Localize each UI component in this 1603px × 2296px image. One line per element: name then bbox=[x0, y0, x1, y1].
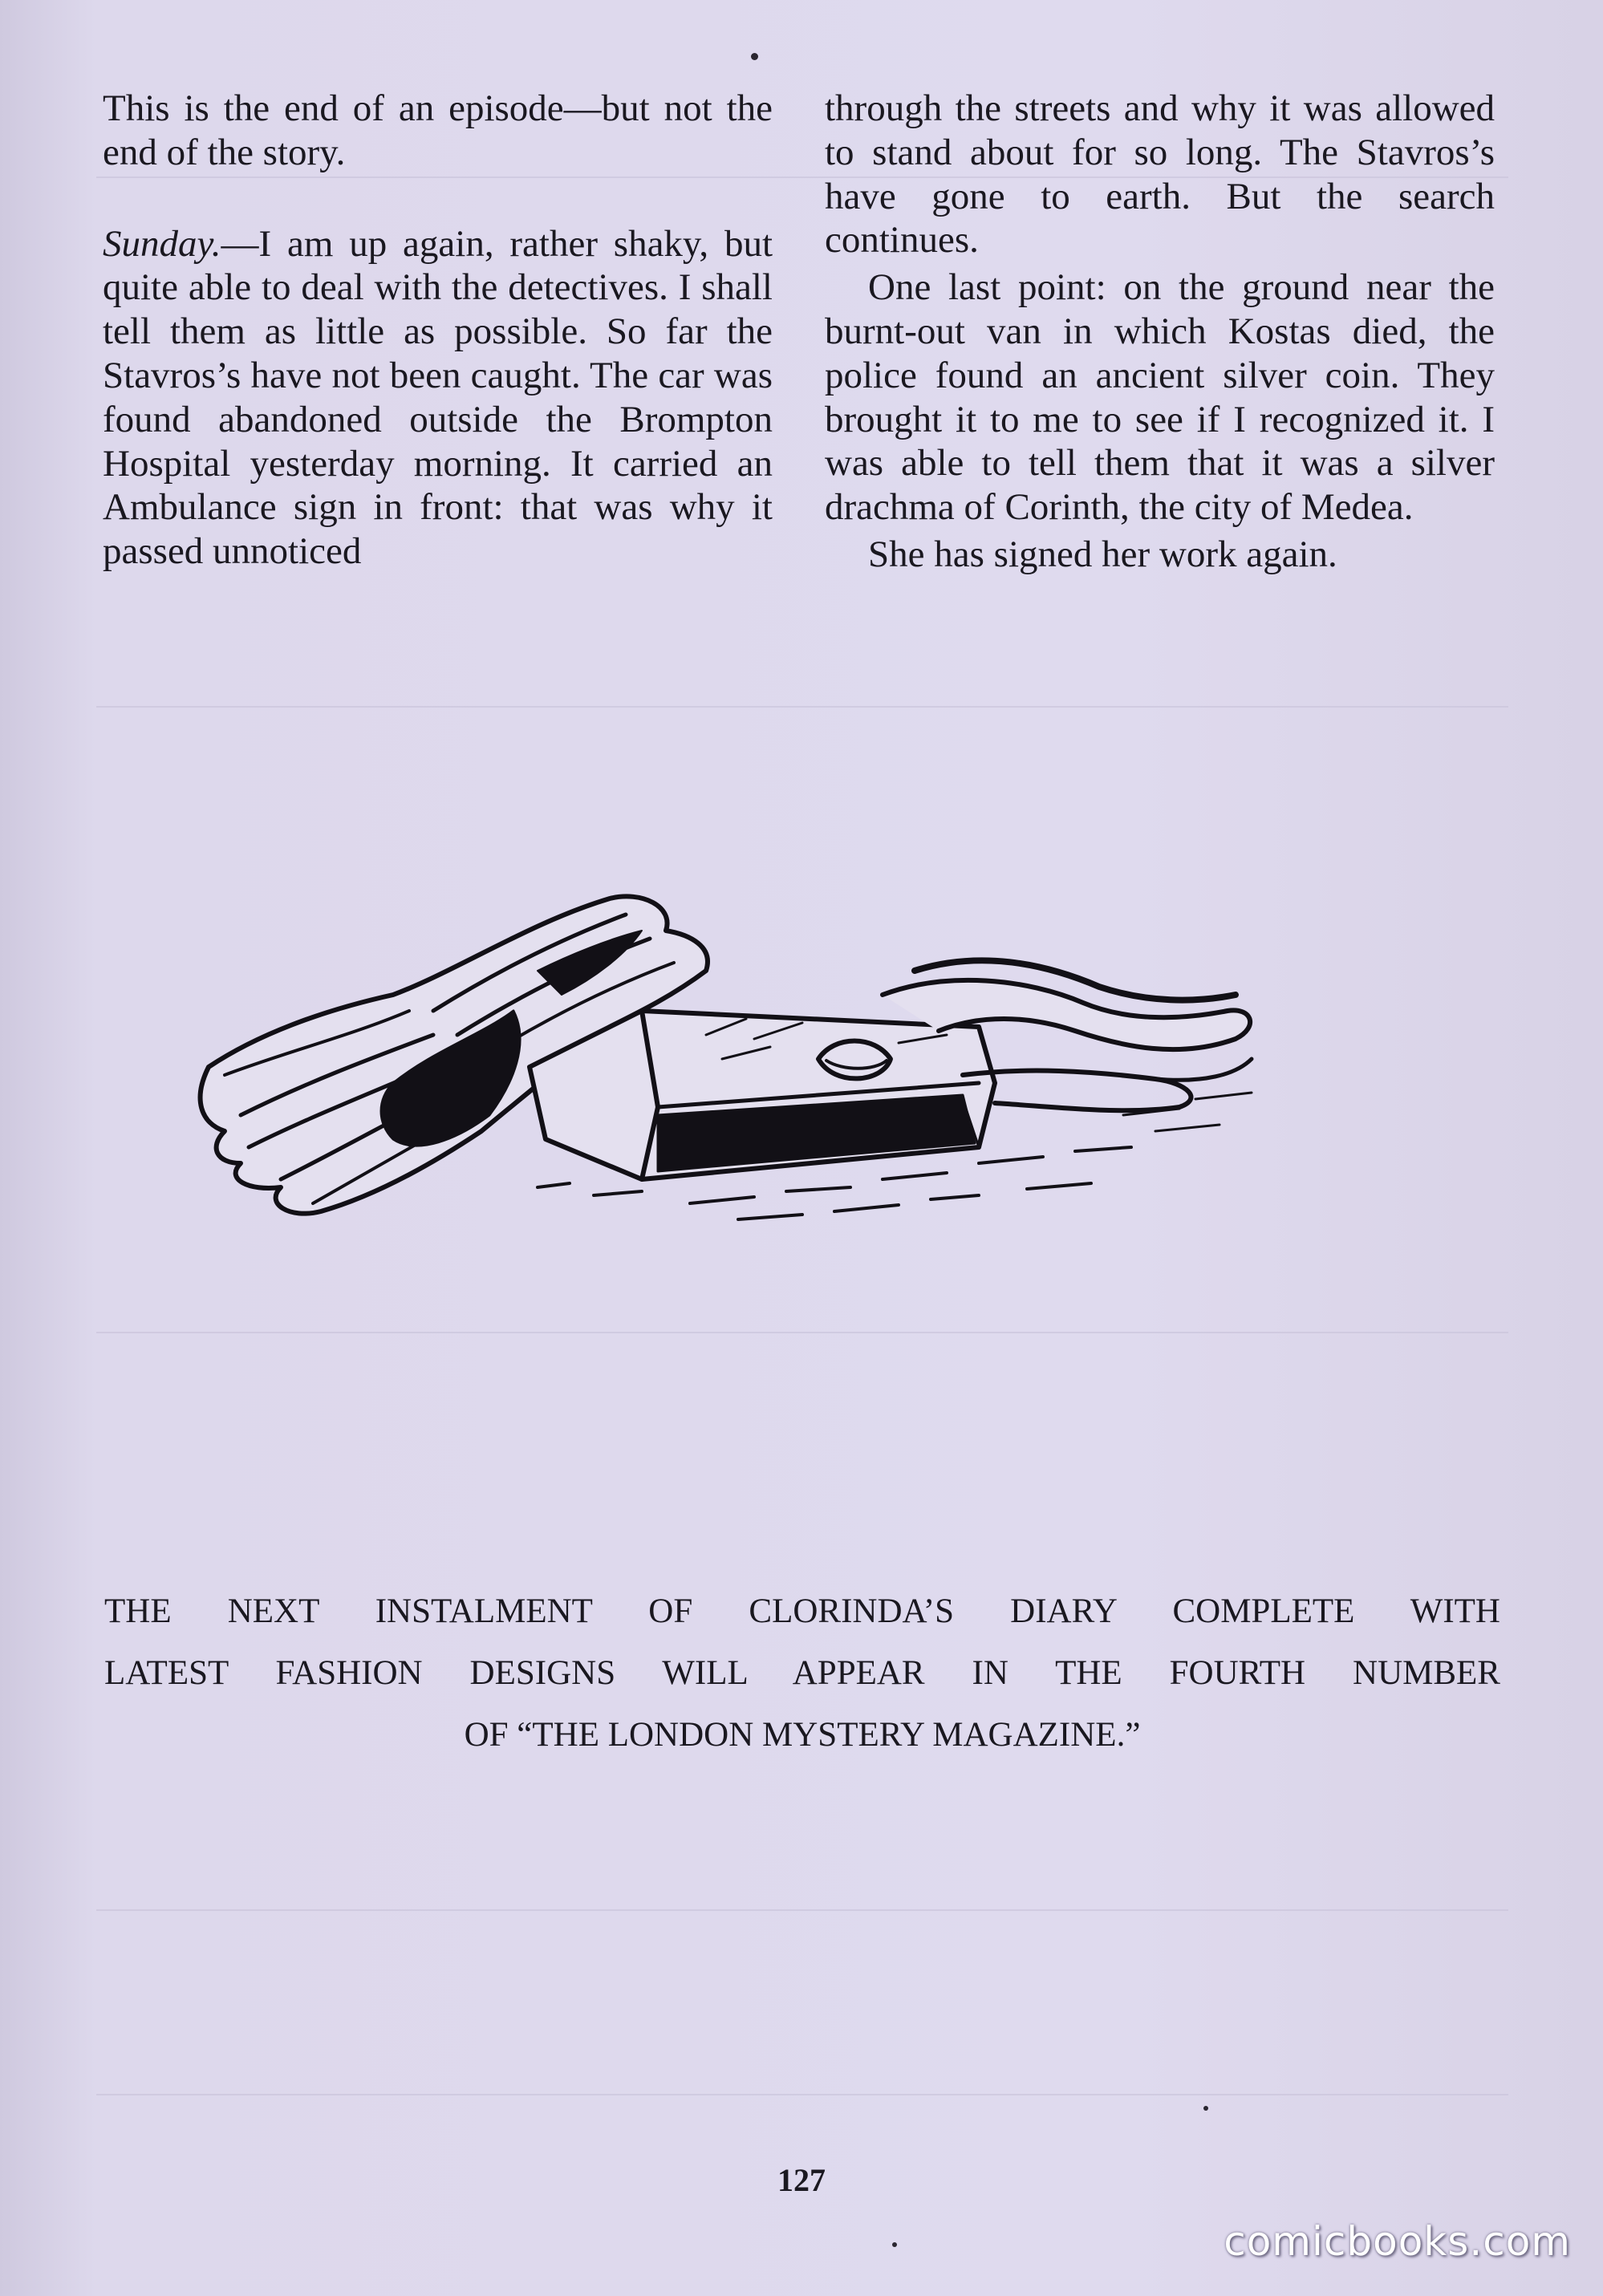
show-through-line bbox=[96, 706, 1508, 708]
notice-line: THE NEXT INSTALMENT OF CLORINDA’S DIARY COMPLETE WITH bbox=[104, 1592, 1500, 1630]
ink-speck bbox=[892, 2242, 897, 2247]
gloves-and-handbag-illustration bbox=[193, 874, 1380, 1251]
episode-paragraph: This is the end of an episode—but not the end of the story. bbox=[103, 87, 773, 173]
last-point-paragraph: One last point: on the ground near the burnt-out van in which Kostas died, the police found an ancient silver coin. They brought it to me to see if I recognized it. I was able to tell them that it was a silver drachma of Corinth, the city of Medea. bbox=[825, 266, 1495, 529]
show-through-line bbox=[96, 1909, 1508, 1911]
show-through-line bbox=[96, 1332, 1508, 1333]
sunday-label: Sunday. bbox=[103, 222, 221, 265]
ink-speck bbox=[751, 53, 758, 60]
watermark: comicbooks.com bbox=[1224, 2218, 1571, 2265]
right-column bbox=[825, 87, 1495, 577]
next-instalment-notice bbox=[104, 1580, 1500, 1766]
ink-speck bbox=[1203, 2106, 1208, 2111]
sunday-text: —I am up again, rather shaky, but quite able to deal with the detectives. I shall tell them as little as possible. So far the Stavros’s have not been caught. The car was found abandoned outside the Brompton Hospital yesterday morning. It carried an Ambulance sign in front: that was why it passed unnoticed bbox=[103, 222, 773, 573]
sunday-paragraph bbox=[103, 222, 773, 574]
show-through-line bbox=[96, 2094, 1508, 2095]
notice-line: LATEST FASHION DESIGNS WILL APPEAR IN THE FOURTH NUMBER bbox=[104, 1654, 1500, 1692]
signed-work-paragraph: She has signed her work again. bbox=[868, 533, 1337, 575]
left-column bbox=[103, 87, 773, 574]
notice-line: OF “THE LONDON MYSTERY MAGAZINE.” bbox=[464, 1716, 1141, 1754]
page-number: 127 bbox=[777, 2162, 826, 2198]
streets-paragraph: through the streets and why it was allowed to stand about for so long. The Stavros’s have gone to earth. But the search continues. bbox=[825, 87, 1495, 262]
